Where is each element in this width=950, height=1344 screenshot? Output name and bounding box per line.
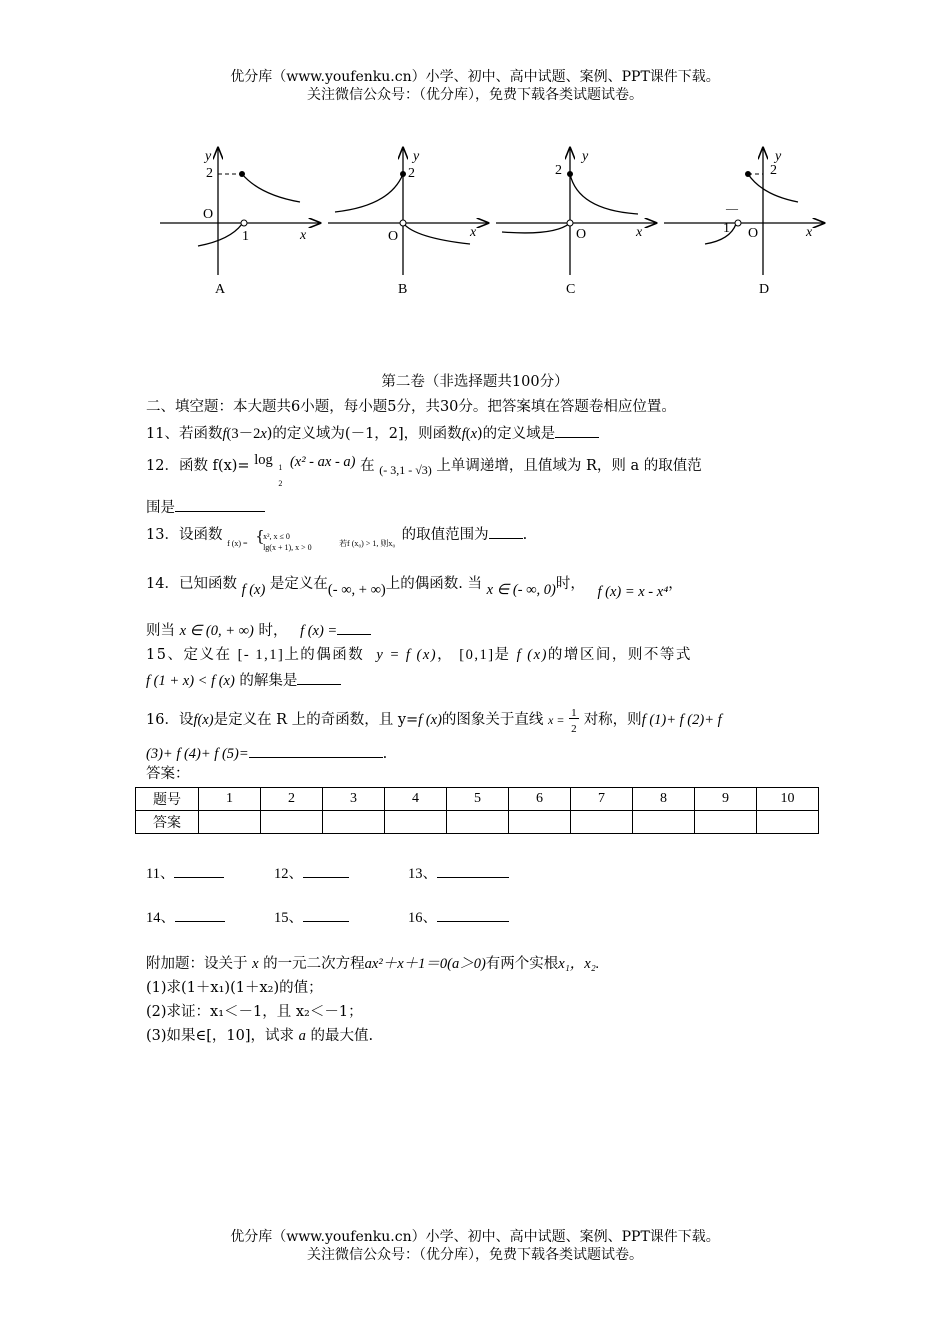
answer-cell-7[interactable] (571, 811, 633, 834)
q15-lead: 15、定义在 (146, 647, 232, 663)
blank-11-line[interactable] (174, 863, 224, 878)
blank-16 (408, 906, 509, 927)
q12-log: log (254, 452, 273, 468)
blank-14-line[interactable] (175, 907, 225, 922)
q11-text-e: )的定义域是 (477, 426, 556, 442)
q16-tail: 对称，则 (583, 712, 642, 728)
q14-fx: f (x) (241, 582, 266, 598)
graph-a-y-label: y (205, 149, 212, 164)
q14-line2-a: 则当 (146, 623, 175, 639)
q12-lead: 12．函数 f(x)= (146, 458, 250, 474)
blank-14 (146, 906, 225, 927)
q14-expr: f (x) = x - x⁴ (597, 584, 669, 600)
graph-label-b: B (398, 282, 408, 297)
graph-d-x-label: x (806, 225, 813, 240)
blank-12-line[interactable] (303, 863, 349, 878)
table-row (136, 811, 819, 834)
blank-13 (408, 862, 509, 883)
blank-13-line[interactable] (437, 863, 509, 878)
graph-c-tick-2: 2 (555, 163, 562, 178)
answer-cell-8[interactable] (633, 811, 695, 834)
graph-a (160, 148, 320, 275)
q13-prefix: f (x) = (227, 539, 248, 548)
q15-domain: [- 1,1] (237, 647, 285, 663)
q13-blank[interactable] (489, 524, 523, 539)
table-num-4: 4 (385, 788, 447, 811)
extra-part-3 (146, 1026, 373, 1046)
table-num-3: 3 (323, 788, 385, 811)
answer-cell-4[interactable] (385, 811, 447, 834)
q14-line2-expr: f (x) = (300, 623, 338, 639)
q13-brace: { (255, 527, 265, 545)
q13-tail: 的取值范围为 (401, 527, 489, 543)
table-num-9: 9 (695, 788, 757, 811)
q15-mid1: 上的偶函数 (284, 647, 365, 663)
header-line-1: 优分库（www.youfenku.cn）小学、初中、高中试题、案例、PPT课件下载。 (230, 69, 720, 85)
q11-text-b: (3－2 (226, 426, 261, 442)
graph-b-x-label: x (470, 225, 477, 240)
extra-x: x (252, 956, 259, 972)
question-12 (146, 452, 702, 488)
blank-12-label: 12、 (274, 866, 303, 882)
answer-label: 答案： (146, 766, 190, 782)
blank-16-label: 16、 (408, 910, 437, 926)
extra-question (146, 954, 599, 974)
table-row (136, 788, 819, 811)
q13-cond: 若f (x₀) > 1, 则x₀ (339, 539, 396, 548)
graph-d (664, 148, 824, 275)
q15-mid2: 是 (494, 647, 511, 663)
table-num-8: 8 (633, 788, 695, 811)
graph-c (496, 148, 656, 275)
blank-13-label: 13、 (408, 866, 437, 882)
extra-tail: 有两个实根 (485, 956, 559, 972)
extra-lead: 附加题：设关于 (146, 956, 248, 972)
q11-f1: f (222, 426, 227, 442)
graph-label-d: D (759, 282, 770, 297)
q12-tail: 上单调递增，且值域为 R，则 a 的取值范 (436, 458, 702, 474)
extra-roots: x₁，x₂. (558, 956, 600, 972)
answer-cell-9[interactable] (695, 811, 757, 834)
question-14-line-2 (146, 620, 371, 641)
graph-d-y-label: y (775, 149, 782, 164)
q12-base (277, 458, 285, 488)
q15-blank[interactable] (297, 670, 341, 685)
q16-frac-num: 1 (571, 707, 577, 719)
graph-a-origin: O (203, 207, 214, 222)
graph-a-tick-1: 1 (242, 229, 249, 244)
question-15 (146, 645, 692, 665)
q13-lead: 13．设函数 (146, 527, 223, 543)
q11-text-c: )的定义域为(－1，2]，则函数 (266, 426, 462, 442)
q12-interval: (- 3,1 - √3) (379, 463, 432, 477)
question-15-line-2 (146, 670, 341, 691)
q16-fraction (569, 707, 579, 733)
q16-lead: 16．设 (146, 712, 194, 728)
graph-c-origin: O (576, 227, 587, 242)
q15-tail2: 的解集是 (239, 673, 298, 689)
table-num-5: 5 (447, 788, 509, 811)
q14-cond: x ∈ (- ∞, 0) (486, 582, 556, 598)
question-16-line-2 (146, 743, 387, 764)
q16-fx2: f (x) (418, 712, 442, 728)
q16-frac-den: 2 (571, 723, 577, 735)
table-num-10: 10 (757, 788, 819, 811)
q12-line-2: 围是 (146, 500, 175, 516)
fill-intro: 二、填空题：本大题共6小题，每小题5分，共30分。把答案填在答题卷相应位置。 (146, 399, 676, 415)
q16-line2-end: . (382, 746, 388, 762)
q14-mid1: 是定义在 (269, 576, 328, 592)
graph-a-tick-2: 2 (206, 166, 213, 181)
question-11 (146, 423, 599, 444)
q15-func: y = f (x) (376, 647, 438, 663)
blank-15-label: 15、 (274, 910, 303, 926)
q12-arg: (x² - ax - a) (289, 454, 356, 470)
q15-ineq: f (1 + x) < f (x) (146, 673, 235, 689)
q16-fx: f(x) (193, 712, 214, 728)
blank-16-line[interactable] (437, 907, 509, 922)
graph-d-origin: O (748, 226, 759, 241)
q16-line-x: x = (548, 713, 565, 727)
extra-eq: ax²＋x＋1＝0(a＞0) (364, 956, 486, 972)
extra-part-2: (2)求证：x₁＜－1，且 x₂＜－1； (146, 1004, 363, 1020)
answer-cell-3[interactable] (323, 811, 385, 834)
graph-b-origin: O (388, 229, 399, 244)
table-num-6: 6 (509, 788, 571, 811)
graph-b-y-label: y (413, 149, 420, 164)
graph-c-y-label: y (582, 149, 589, 164)
q16-blank[interactable] (249, 743, 383, 758)
blank-14-label: 14、 (146, 910, 175, 926)
question-13: 13．设函数 f (x) = { x², x ≤ 0 lg(x + 1), x > 0 若f (x₀) > 1, 则x₀ 的取值范围为 . (146, 524, 527, 549)
q11-text-a: 11、若函数 (146, 426, 223, 442)
q13-piecewise (227, 527, 397, 552)
graph-label-c: C (566, 282, 576, 297)
table-num-7: 7 (571, 788, 633, 811)
extra-p3-end: 的最大值. (310, 1028, 374, 1044)
graph-c-x-label: x (636, 225, 643, 240)
question-14 (146, 574, 683, 600)
q14-lead: 14．已知函数 (146, 576, 237, 592)
graph-d-tick-2: 2 (770, 163, 777, 178)
q15-tail: 的增区间，则不等式 (547, 647, 692, 663)
table-num-2: 2 (261, 788, 323, 811)
answer-cell-10[interactable] (757, 811, 819, 834)
footer-line-1: 优分库（www.youfenku.cn）小学、初中、高中试题、案例、PPT课件下载。 (230, 1229, 720, 1245)
blank-12 (274, 862, 349, 883)
table-head-answer: 答案 (136, 811, 199, 834)
answer-cell-6[interactable] (509, 811, 571, 834)
q11-f2: f (461, 426, 466, 442)
blank-15 (274, 906, 349, 927)
question-12-line-2 (146, 497, 265, 518)
question-16 (146, 707, 722, 733)
q16-sum-a: f (1)+ f (2)+ f (641, 712, 722, 728)
table-num-1: 1 (199, 788, 261, 811)
graph-d-neg-bar: — (726, 201, 738, 215)
q11-x1: x (260, 426, 267, 442)
q13-def-top: x², x ≤ 0 (263, 532, 290, 541)
blank-15-line[interactable] (303, 907, 349, 922)
graph-label-a: A (215, 282, 226, 297)
q12-mid: 在 (360, 458, 375, 474)
answer-cell-2[interactable] (261, 811, 323, 834)
q15-comma: ， (437, 647, 454, 663)
graph-b-tick-2: 2 (408, 166, 415, 181)
graph-b (328, 148, 488, 275)
extra-p3-a: a (298, 1028, 306, 1044)
q16-line-2: (3)+ f (4)+ f (5)= (146, 746, 249, 762)
q14-blank[interactable] (337, 620, 371, 635)
extra-mid: 的一元二次方程 (263, 956, 365, 972)
graph-d-tick-neg1: 1 (723, 221, 730, 236)
q11-blank[interactable] (555, 423, 599, 438)
table-head-number: 题号 (136, 788, 199, 811)
q14-line2-b: 时， (258, 623, 288, 639)
q12-base-num: 1 (278, 463, 283, 472)
blank-11 (146, 862, 224, 883)
q13-def-bot: lg(x + 1), x > 0 (263, 543, 312, 552)
graph-a-x-label: x (300, 228, 307, 243)
q16-mid2: 的图象关于直线 (441, 712, 544, 728)
q14-comma: ， (668, 576, 683, 592)
q14-mid2: 上的偶函数. 当 (385, 576, 482, 592)
q14-mid3: 时， (555, 576, 585, 592)
q15-fx: f (x) (516, 647, 548, 663)
q15-interval: [0,1] (459, 647, 495, 663)
q12-base-den: 2 (278, 479, 283, 488)
extra-part-1: (1)求(1＋x₁)(1＋x₂)的值； (146, 980, 323, 996)
q11-text-d: ( (465, 426, 471, 442)
blank-11-label: 11、 (146, 866, 175, 882)
section-title: 第二卷（非选择题共100分） (381, 374, 569, 390)
footer-line-2: 关注微信公众号：（优分库），免费下载各类试题试卷。 (307, 1247, 643, 1263)
answer-cell-5[interactable] (447, 811, 509, 834)
answer-table (135, 787, 819, 834)
q12-blank[interactable] (175, 497, 265, 512)
extra-p3: (3)如果∈[，10]，试求 (146, 1028, 295, 1044)
header-line-2: 关注微信公众号：（优分库），免费下载各类试题试卷。 (307, 87, 643, 103)
answer-cell-1[interactable] (199, 811, 261, 834)
q14-domain: (- ∞, + ∞) (327, 582, 386, 598)
q14-line2-cond: x ∈ (0, + ∞) (179, 623, 254, 639)
q16-mid1: 是定义在 R 上的奇函数，且 y= (213, 712, 419, 728)
function-graphs (150, 140, 840, 310)
q11-x2: x (470, 426, 477, 442)
